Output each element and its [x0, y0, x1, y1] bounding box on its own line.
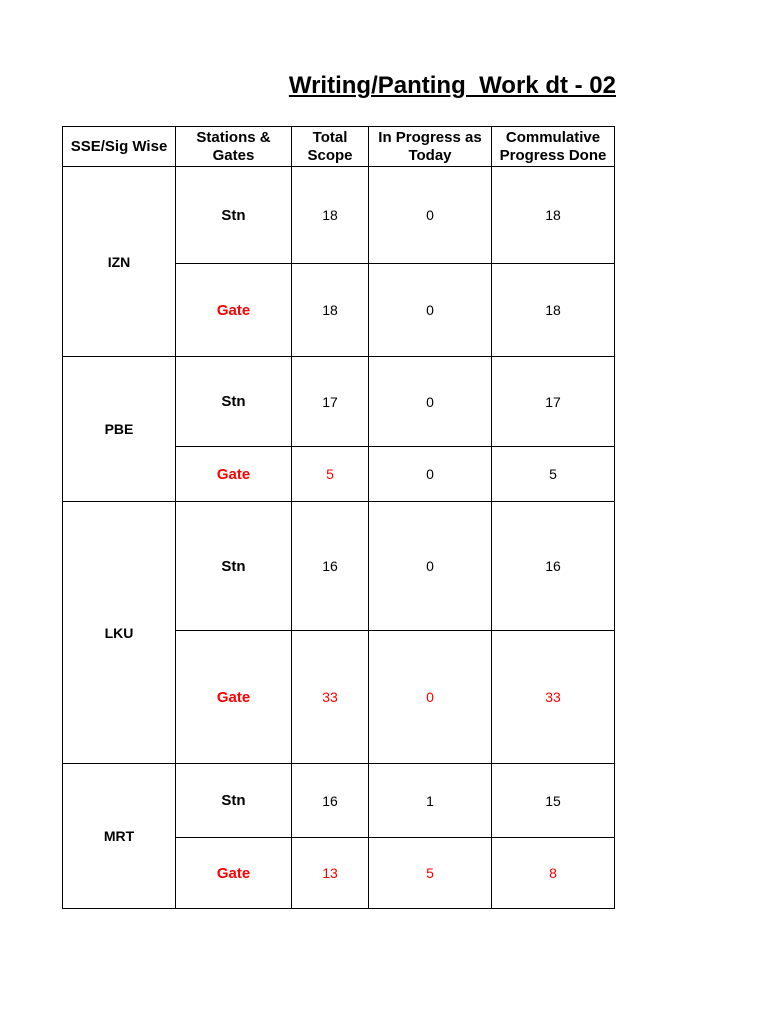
type-cell: Stn — [176, 764, 292, 838]
type-cell: Gate — [176, 838, 292, 909]
header-total-scope: Total Scope — [292, 127, 369, 167]
total-scope-cell: 16 — [292, 764, 369, 838]
in-progress-cell: 0 — [369, 167, 492, 264]
in-progress-cell: 0 — [369, 502, 492, 631]
cumulative-cell: 8 — [492, 838, 615, 909]
progress-table — [62, 126, 615, 909]
header-row — [63, 127, 615, 167]
in-progress-cell: 0 — [369, 264, 492, 357]
cumulative-cell: 5 — [492, 447, 615, 502]
header-sse: SSE/Sig Wise — [63, 127, 176, 167]
cumulative-cell: 18 — [492, 264, 615, 357]
table-row — [63, 357, 615, 447]
header-stations-gates: Stations & Gates — [176, 127, 292, 167]
type-cell: Gate — [176, 264, 292, 357]
total-scope-cell: 17 — [292, 357, 369, 447]
type-cell: Stn — [176, 502, 292, 631]
table-row — [63, 502, 615, 631]
cumulative-cell: 33 — [492, 631, 615, 764]
header-cumulative: Commulative Progress Done — [492, 127, 615, 167]
in-progress-cell: 0 — [369, 631, 492, 764]
in-progress-cell: 0 — [369, 447, 492, 502]
total-scope-cell: 16 — [292, 502, 369, 631]
total-scope-cell: 18 — [292, 264, 369, 357]
in-progress-cell: 0 — [369, 357, 492, 447]
total-scope-cell: 33 — [292, 631, 369, 764]
table-row — [63, 167, 615, 264]
sse-cell: PBE — [63, 357, 176, 502]
header-in-progress: In Progress as Today — [369, 127, 492, 167]
type-cell: Stn — [176, 357, 292, 447]
total-scope-cell: 13 — [292, 838, 369, 909]
table-row — [63, 764, 615, 838]
cumulative-cell: 15 — [492, 764, 615, 838]
sse-cell: MRT — [63, 764, 176, 909]
type-cell: Gate — [176, 447, 292, 502]
sse-cell: IZN — [63, 167, 176, 357]
total-scope-cell: 18 — [292, 167, 369, 264]
total-scope-cell: 5 — [292, 447, 369, 502]
in-progress-cell: 1 — [369, 764, 492, 838]
cumulative-cell: 16 — [492, 502, 615, 631]
cumulative-cell: 18 — [492, 167, 615, 264]
cumulative-cell: 17 — [492, 357, 615, 447]
page-title: Writing/Panting Work dt - 02 — [288, 72, 616, 99]
type-cell: Stn — [176, 167, 292, 264]
type-cell: Gate — [176, 631, 292, 764]
in-progress-cell: 5 — [369, 838, 492, 909]
sse-cell: LKU — [63, 502, 176, 764]
